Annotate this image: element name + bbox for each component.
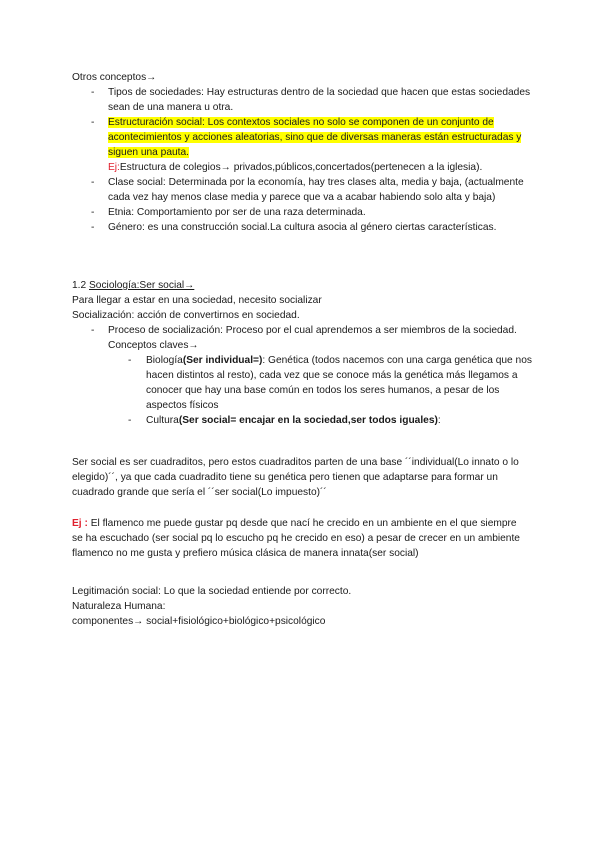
- text-line: Para llegar a estar en una sociedad, necesito socializar: [72, 295, 322, 306]
- list-item-text: Clase social: Determinada por la economía, hay tres clases alta, media y baja, (actualmente cada vez hay menos clase media y parece que va a acabar habiendo solo alta y baja): [108, 177, 524, 203]
- paragraph: Ser social es ser cuadraditos, pero estos cuadraditos parten de una base ´´individual(Lo innato o lo elegido)´´, ya que cada cuadradito tiene su genética pero tienen que adaptarse para formar un cuadrado grande que sería el ´´ser social(Lo impuesto)´´: [72, 457, 519, 498]
- example-label: Ej:: [108, 162, 120, 173]
- section-heading: Otros conceptos→: [72, 72, 157, 83]
- list-item: [72, 220, 532, 235]
- sub-item-text: [146, 413, 532, 428]
- paragraph-cuadraditos: [72, 455, 528, 500]
- sub-item-body: : Genética (todos nacemos con una carga genética que nos hacen distintos al resto), cada vez que se conoce más la genética más llegamos a conocer que hay una base común en todos los seres humanos, a pesar de los aspectos físicos: [146, 355, 532, 411]
- list-item: [72, 205, 532, 220]
- sub-item-prefix: Biología: [146, 355, 183, 366]
- paragraph-example: [72, 516, 528, 561]
- example-body: El flamenco me puede gustar pq desde que nací he crecido en un ambiente en el que siempre se ha escuchado (ser social pq lo escucho pq he crecido en eso) a pesar de crecer en un ambiente flamenco no me gusta y prefiero música clásica de manera innata(ser social): [72, 518, 520, 559]
- text-line: Naturaleza Humana:: [72, 601, 166, 612]
- concepts-label: Conceptos claves→: [108, 340, 199, 351]
- sub-item-text: [146, 353, 532, 413]
- bullet-dash: -: [91, 325, 95, 336]
- highlighted-text: Estructuración social: Los contextos sociales no solo se componen de un conjunto de acontecimientos y acciones aleatorias, sino que de diversas maneras están estructuradas y siguen una pauta.: [108, 117, 522, 158]
- example-label: Ej :: [72, 518, 88, 529]
- bullet-dash: -: [91, 207, 95, 218]
- section-title-link: Sociología:Ser social→: [89, 280, 195, 291]
- list-item-highlighted: [72, 115, 532, 175]
- sub-item-bold: (Ser individual=): [182, 355, 263, 366]
- section-number: 1.2: [72, 280, 89, 291]
- list-item-text: Género: es una construcción social.La cultura asocia al género ciertas características.: [108, 222, 497, 233]
- closing-block: [72, 584, 532, 629]
- section-otros-conceptos: [72, 70, 532, 235]
- sub-item-bold: (Ser social= encajar en la sociedad,ser todos iguales): [178, 415, 438, 426]
- example-text: Estructura de colegios→ privados,públicos,concertados(pertenecen a la iglesia).: [119, 162, 483, 173]
- list-item-text: Etnia: Comportamiento por ser de una raza determinada.: [108, 207, 366, 218]
- section-title: [72, 278, 532, 293]
- bullet-dash: -: [91, 117, 95, 128]
- bullet-dash: -: [91, 222, 95, 233]
- sub-list-item: [72, 413, 532, 428]
- sub-item-suffix: :: [437, 415, 441, 426]
- bullet-dash: -: [91, 177, 95, 188]
- bullet-dash: -: [128, 415, 132, 426]
- bullet-dash: -: [128, 355, 132, 366]
- text-line: Socialización: acción de convertirnos en sociedad.: [72, 310, 300, 321]
- list-item: [72, 323, 532, 353]
- sub-list-item: [72, 353, 532, 413]
- text-line: componentes→ social+fisiológico+biológico+psicológico: [72, 616, 326, 627]
- example-paragraph: [72, 516, 528, 561]
- list-item: [72, 85, 532, 115]
- text-line: Legitimación social: Lo que la sociedad entiende por correcto.: [72, 586, 352, 597]
- list-item-text: Tipos de sociedades: Hay estructuras dentro de la sociedad que hacen que estas sociedades sean de una manera u otra.: [108, 87, 531, 113]
- sub-item-prefix: Cultura: [146, 415, 179, 426]
- section-sociologia: [72, 278, 532, 428]
- list-item-text: Proceso de socialización: Proceso por el cual aprendemos a ser miembros de la sociedad.: [108, 325, 517, 336]
- list-item: [72, 175, 532, 205]
- bullet-dash: -: [91, 87, 95, 98]
